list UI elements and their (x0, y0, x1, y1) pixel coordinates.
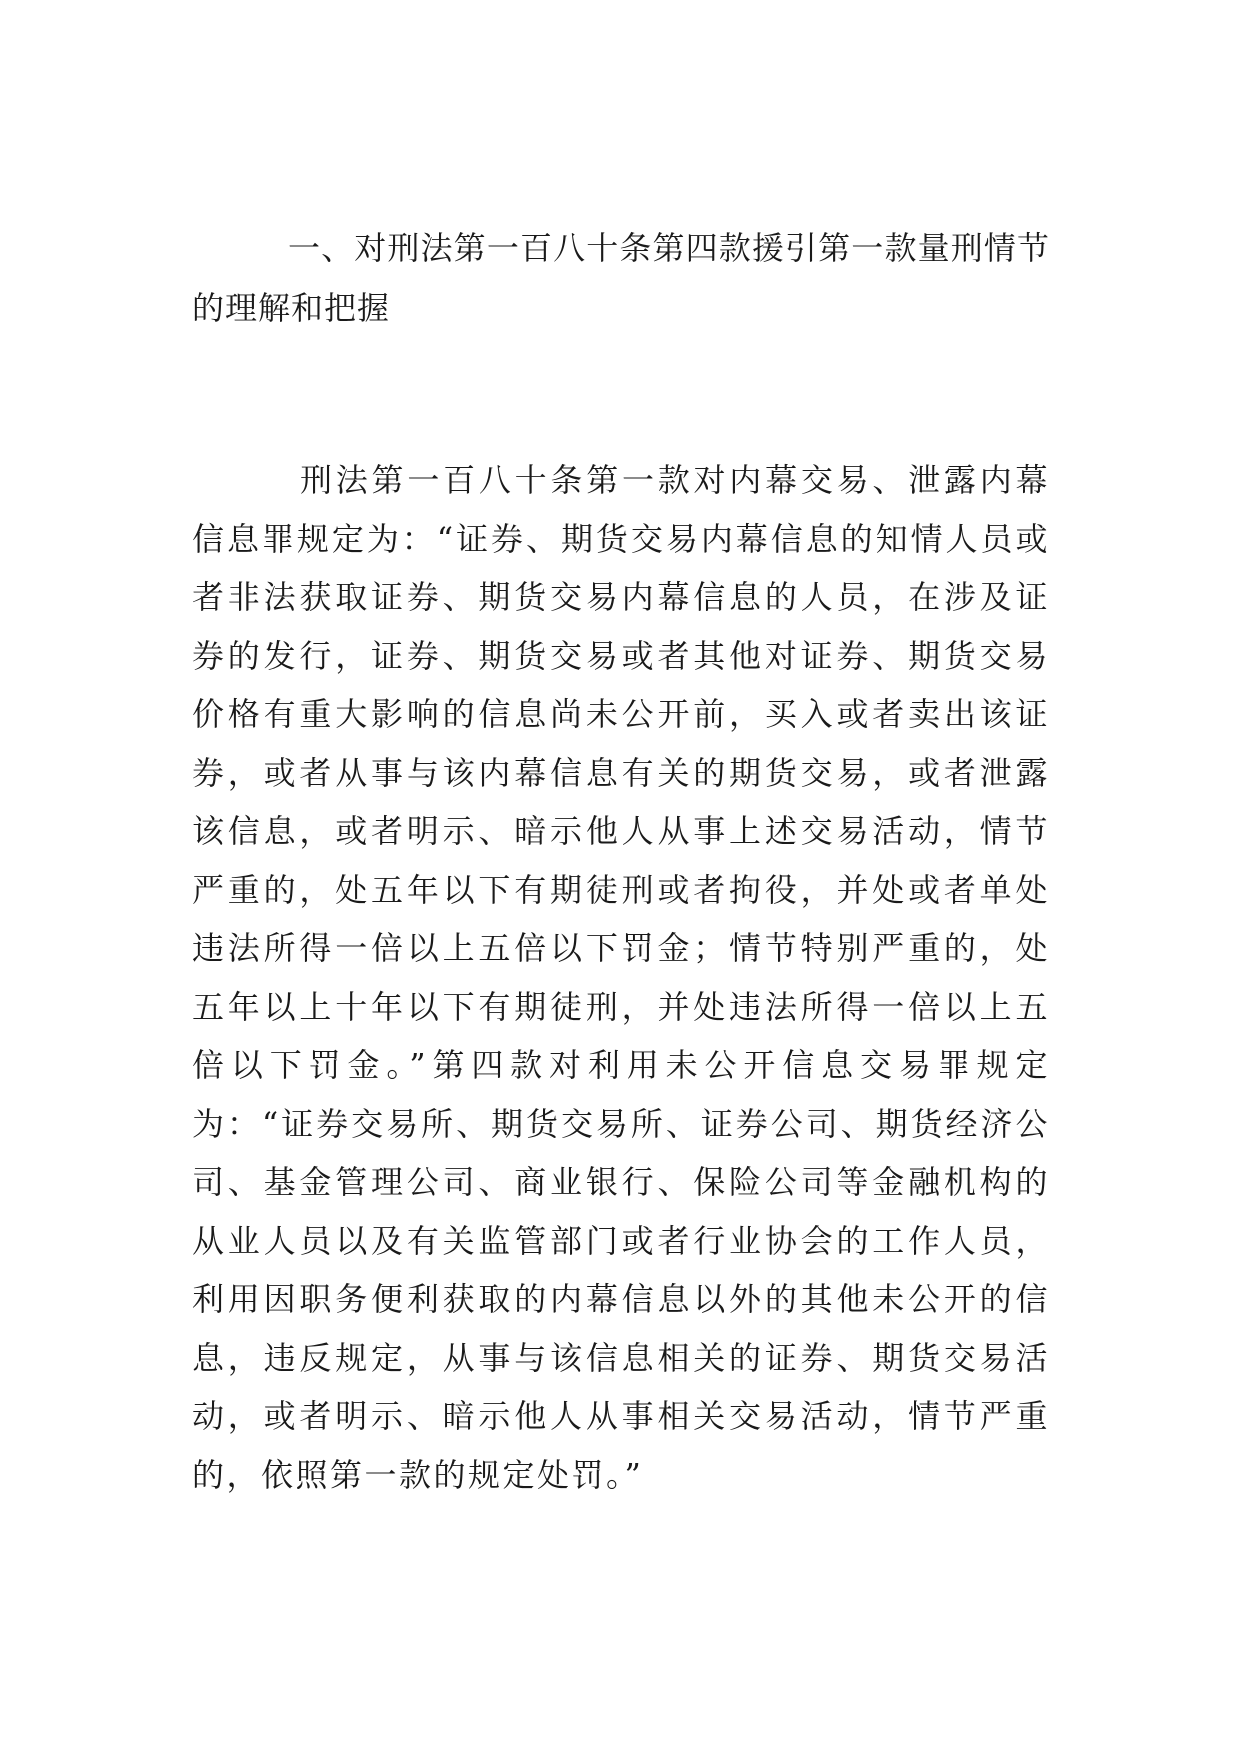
body-paragraph: 刑法第一百八十条第一款对内幕交易、泄露内幕信息罪规定为：“证券、期货交易内幕信息的知情人员或者非法获取证券、期货交易内幕信息的人员，在涉及证券的发行，证券、期货交易或者其他对证券、期货交易价格有重大影响的信息尚未公开前，买入或者卖出该证券，或者从事与该内幕信息有关的期货交易，或者泄露该信息，或者明示、暗示他人从事上述交易活动，情节严重的，处五年以下有期徒刑或者拘役，并处或者单处违法所得一倍以上五倍以下罚金；情节特别严重的，处五年以上十年以下有期徒刑，并处违法所得一倍以上五倍以下罚金。”第四款对利用未公开信息交易罪规定为：“证券交易所、期货交易所、证券公司、期货经济公司、基金管理公司、商业银行、保险公司等金融机构的从业人员以及有关监管部门或者行业协会的工作人员，利用因职务便利获取的内幕信息以外的其他未公开的信息，违反规定，从事与该信息相关的证券、期货交易活动，或者明示、暗示他人从事相关交易活动，情节严重的，依照第一款的规定处罚。” (192, 461, 1050, 1494)
section-heading: 一、对刑法第一百八十条第四款援引第一款量刑情节的理解和把握 (192, 229, 1050, 327)
